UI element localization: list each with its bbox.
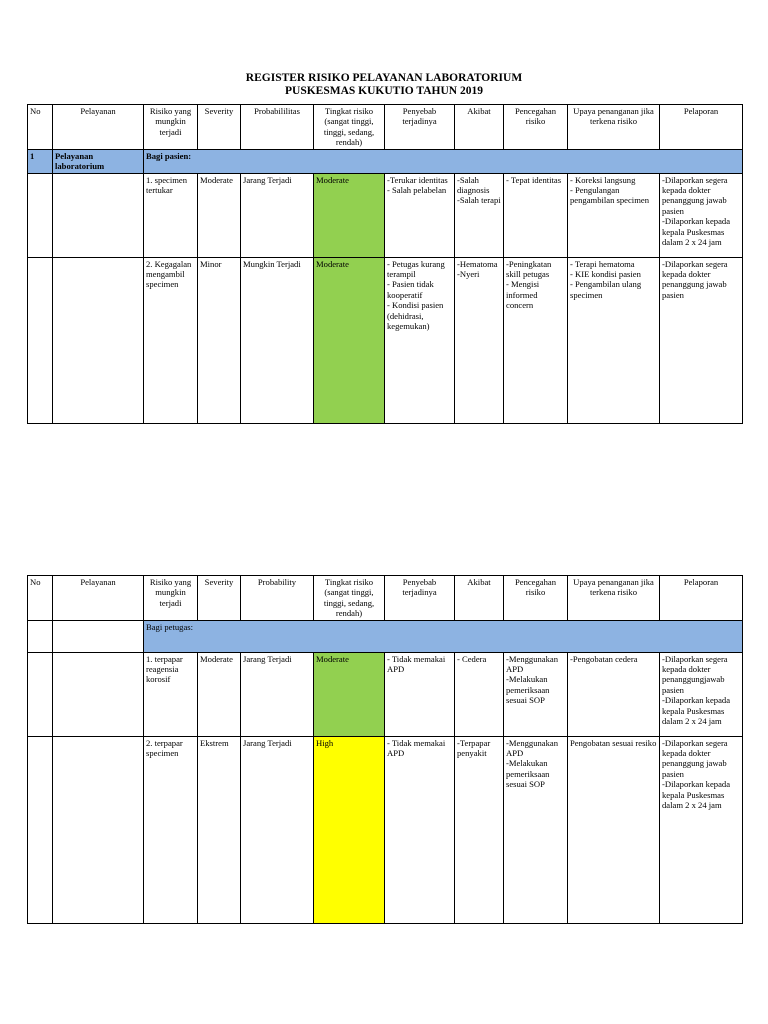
header-cell: Tingkat risiko (sangat tinggi, tinggi, sedang, rendah): [314, 576, 385, 621]
severity-cell: Ekstrem: [198, 736, 241, 923]
table-row: [28, 652, 743, 736]
title-line-2: PUSKESMAS KUKUTIO TAHUN 2019: [285, 85, 483, 97]
risk-cell: 2. terpapar specimen: [144, 736, 198, 923]
section-label: Bagi petugas:: [144, 620, 743, 652]
header-cell: Penyebab terjadinya: [385, 576, 455, 621]
severity-cell: Moderate: [198, 652, 241, 736]
section-label: Bagi pasien:: [144, 149, 743, 173]
effect-cell: - Cedera: [455, 652, 504, 736]
title-line-1: REGISTER RISIKO PELAYANAN LABORATORIUM: [245, 72, 523, 84]
section-service: Pelayanan laboratorium: [53, 149, 144, 173]
table-row: [28, 257, 743, 423]
cause-cell: - Tidak memakai APD: [385, 736, 455, 923]
header-cell: Pelaporan: [660, 576, 743, 621]
document-title: [0, 72, 768, 98]
empty-cell: [53, 736, 144, 923]
header-cell: Tingkat risiko (sangat tinggi, tinggi, sedang, rendah): [314, 105, 385, 150]
effect-cell: -Terpapar penyakit: [455, 736, 504, 923]
cause-cell: - Petugas kurang terampil - Pasien tidak kooperatif - Kondisi pasien (dehidrasi, kegemukan): [385, 257, 455, 423]
section-number: 1: [28, 149, 53, 173]
risk-level-cell: Moderate: [314, 652, 385, 736]
reporting-cell: -Dilaporkan segera kepada dokter penanggung jawab pasien -Dilaporkan kepada kepala Puskesmas dalam 2 x 24 jam: [660, 736, 743, 923]
header-cell: Probability: [241, 576, 314, 621]
header-cell: Upaya penanganan jika terkena risiko: [568, 576, 660, 621]
empty-cell: [53, 652, 144, 736]
header-cell: Probabililitas: [241, 105, 314, 150]
probability-cell: Jarang Terjadi: [241, 173, 314, 257]
reporting-cell: -Dilaporkan segera kepada dokter penanggungjawab pasien -Dilaporkan kepada kepala Puskesmas dalam 2 x 24 jam: [660, 652, 743, 736]
header-cell: Risiko yang mungkin terjadi: [144, 576, 198, 621]
severity-cell: Minor: [198, 257, 241, 423]
risk-table-staff: [27, 575, 743, 924]
effect-cell: -Hematoma -Nyeri: [455, 257, 504, 423]
empty-cell: [28, 652, 53, 736]
empty-cell: [28, 620, 53, 652]
probability-cell: Jarang Terjadi: [241, 736, 314, 923]
empty-cell: [28, 736, 53, 923]
handling-cell: Pengobatan sesuai resiko: [568, 736, 660, 923]
empty-cell: [53, 173, 144, 257]
header-cell: Severity: [198, 576, 241, 621]
effect-cell: -Salah diagnosis -Salah terapi: [455, 173, 504, 257]
header-cell: Severity: [198, 105, 241, 150]
prevention-cell: -Peningkatan skill petugas - Mengisi informed concern: [504, 257, 568, 423]
header-cell: Upaya penanganan jika terkena risiko: [568, 105, 660, 150]
empty-cell: [28, 173, 53, 257]
handling-cell: - Koreksi langsung - Pengulangan pengambilan specimen: [568, 173, 660, 257]
probability-cell: Jarang Terjadi: [241, 652, 314, 736]
empty-cell: [28, 257, 53, 423]
header-cell: No: [28, 576, 53, 621]
header-cell: Pencegahan risiko: [504, 576, 568, 621]
table-row: [28, 736, 743, 923]
table-row: [28, 173, 743, 257]
reporting-cell: -Dilaporkan segera kepada dokter penanggung jawab pasien -Dilaporkan kepada kepala Puskesmas dalam 2 x 24 jam: [660, 173, 743, 257]
prevention-cell: -Menggunakan APD -Melakukan pemeriksaan sesuai SOP: [504, 736, 568, 923]
risk-level-cell: Moderate: [314, 173, 385, 257]
empty-cell: [53, 257, 144, 423]
header-cell: Akibat: [455, 105, 504, 150]
prevention-cell: - Tepat identitas: [504, 173, 568, 257]
header-cell: Penyebab terjadinya: [385, 105, 455, 150]
probability-cell: Mungkin Terjadi: [241, 257, 314, 423]
prevention-cell: -Menggunakan APD -Melakukan pemeriksaan sesuai SOP: [504, 652, 568, 736]
risk-level-cell: High: [314, 736, 385, 923]
table-header-row: [28, 105, 743, 150]
reporting-cell: -Dilaporkan segera kepada dokter penanggung jawab pasien: [660, 257, 743, 423]
header-cell: Pelaporan: [660, 105, 743, 150]
handling-cell: -Pengobatan cedera: [568, 652, 660, 736]
header-cell: Pencegahan risiko: [504, 105, 568, 150]
header-cell: Risiko yang mungkin terjadi: [144, 105, 198, 150]
risk-cell: 2. Kegagalan mengambil specimen: [144, 257, 198, 423]
risk-table-patient: [27, 104, 743, 424]
section-row: [28, 149, 743, 173]
empty-cell: [53, 620, 144, 652]
cause-cell: -Terukar identitas - Salah pelabelan: [385, 173, 455, 257]
handling-cell: - Terapi hematoma - KIE kondisi pasien - Pengambilan ulang specimen: [568, 257, 660, 423]
cause-cell: - Tidak memakai APD: [385, 652, 455, 736]
header-cell: Akibat: [455, 576, 504, 621]
header-cell: Pelayanan: [53, 576, 144, 621]
table-header-row: [28, 576, 743, 621]
severity-cell: Moderate: [198, 173, 241, 257]
header-cell: Pelayanan: [53, 105, 144, 150]
header-cell: No: [28, 105, 53, 150]
section-row: [28, 620, 743, 652]
risk-level-cell: Moderate: [314, 257, 385, 423]
risk-cell: 1. specimen tertukar: [144, 173, 198, 257]
risk-cell: 1. terpapar reagensia korosif: [144, 652, 198, 736]
